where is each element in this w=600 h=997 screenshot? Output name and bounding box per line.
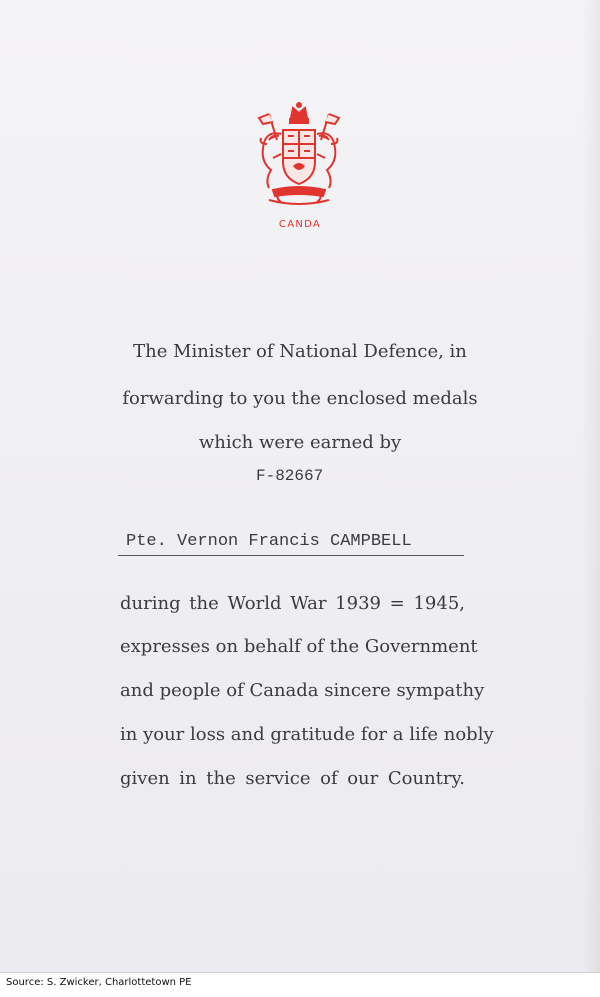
body-line-4: in your loss and gratitude for a life nobly (120, 724, 494, 745)
service-number: F-82667 (256, 467, 324, 485)
intro-line-2: forwarding to you the enclosed medals (122, 388, 478, 409)
source-credit: Source: S. Zwicker, Charlottetown PE (6, 977, 192, 988)
name-underline (118, 555, 464, 556)
body-line-3: and people of Canada sincere sympathy (120, 680, 485, 701)
royal-coat-of-arms-icon (255, 100, 343, 210)
recipient-name: Pte. Vernon Francis CAMPBELL (126, 532, 412, 551)
body-line-5: given in the service of our Country. (120, 768, 465, 789)
country-label: CANDA (278, 219, 322, 230)
body-line-1: during the World War 1939 = 1945, (120, 593, 465, 614)
intro-line-3: which were earned by (198, 432, 402, 453)
intro-line-1: The Minister of National Defence, in (133, 341, 467, 362)
body-line-2: expresses on behalf of the Government (120, 636, 478, 657)
